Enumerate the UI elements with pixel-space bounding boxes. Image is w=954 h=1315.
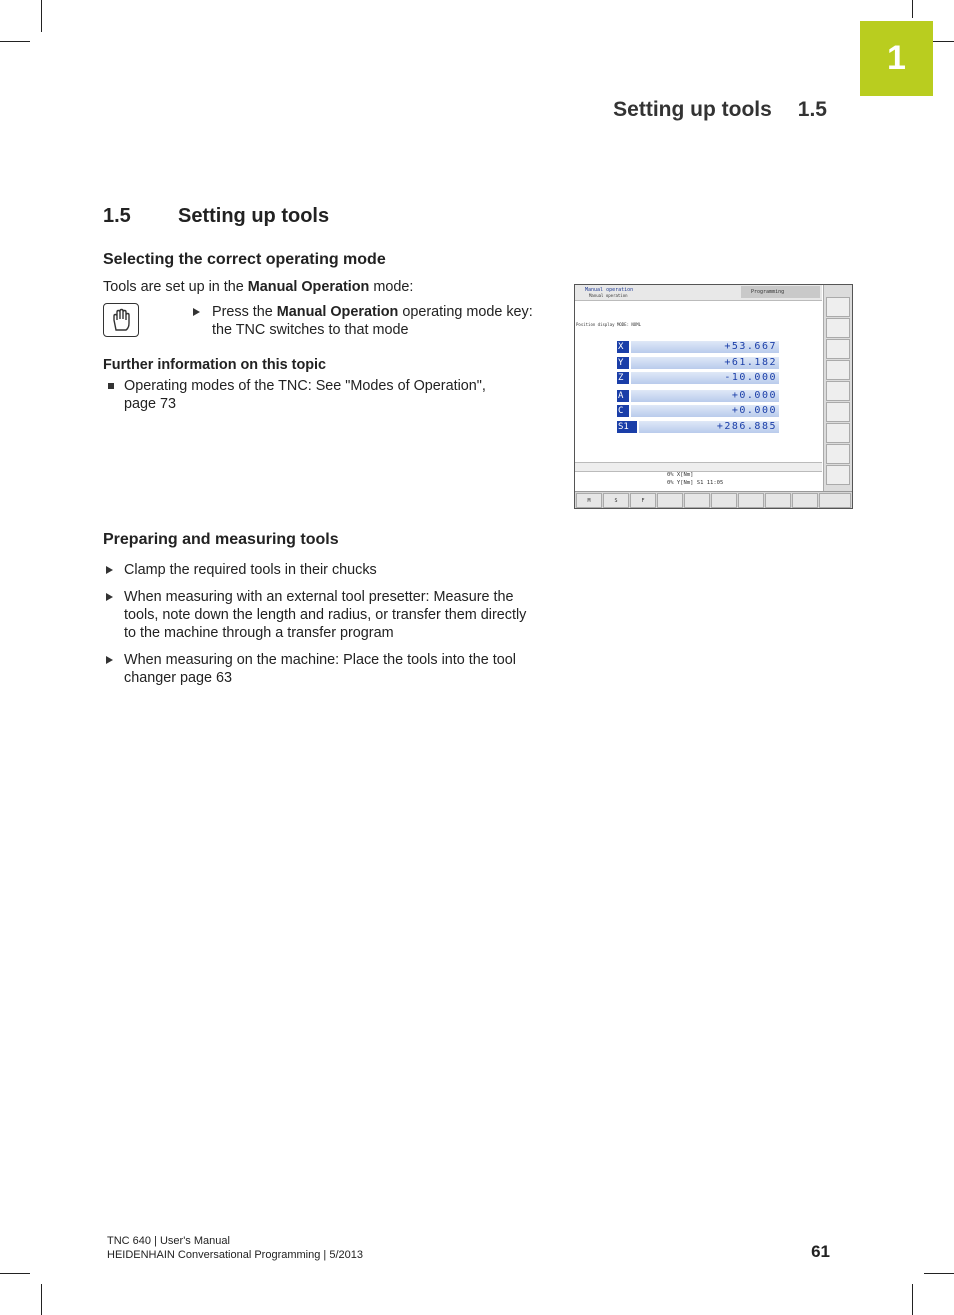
status-message-1: 0% X[Nm] xyxy=(667,472,694,478)
footer-line1: TNC 640 | User's Manual xyxy=(107,1235,230,1247)
axis-row xyxy=(617,421,779,433)
vertical-softkey-column xyxy=(823,285,852,508)
mode-active-sub: Manual operation xyxy=(589,293,628,298)
footer-line2: HEIDENHAIN Conversational Programming | 5/2013 xyxy=(107,1249,363,1261)
crop-mark xyxy=(41,0,42,32)
further-info-title: Further information on this topic xyxy=(103,357,327,373)
triangle-bullet-icon xyxy=(106,593,113,601)
page-number: 61 xyxy=(811,1242,830,1261)
softkey[interactable] xyxy=(738,493,764,508)
bullet-3-line1: When measuring on the machine: Place the tools into the tool xyxy=(124,652,516,668)
axis-label: Z xyxy=(617,372,629,384)
vertical-softkey[interactable] xyxy=(826,444,850,464)
screen-topbar xyxy=(575,285,822,301)
triangle-bullet-icon xyxy=(106,656,113,664)
vertical-softkey[interactable] xyxy=(826,423,850,443)
vertical-softkey[interactable] xyxy=(826,402,850,422)
axis-label: C xyxy=(617,405,629,417)
crop-mark xyxy=(41,1284,42,1315)
triangle-bullet-icon xyxy=(193,308,200,316)
intro-pre: Tools are set up in the xyxy=(103,279,248,295)
further-line2: page 73 xyxy=(124,396,177,412)
bullet-2-line2: tools, note down the length and radius, or transfer them directly xyxy=(124,607,527,623)
crop-mark xyxy=(912,1284,913,1315)
softkey[interactable] xyxy=(765,493,791,508)
softkey-m[interactable]: M xyxy=(576,493,602,508)
running-head-section: 1.5 xyxy=(797,98,827,121)
softkey[interactable] xyxy=(684,493,710,508)
bullet-1-text: Clamp the required tools in their chucks xyxy=(124,562,377,578)
axis-value: +0.000 xyxy=(631,390,779,402)
bullet-3-line2: changer page 63 xyxy=(124,670,233,686)
axis-row xyxy=(617,341,779,353)
square-bullet-icon xyxy=(108,383,114,389)
step-post: operating mode key: xyxy=(398,304,533,320)
axis-row xyxy=(617,372,779,384)
vertical-softkey[interactable] xyxy=(826,465,850,485)
intro-post: mode: xyxy=(369,279,414,295)
subheading-operating-mode: Selecting the correct operating mode xyxy=(103,251,386,268)
axis-value: +53.667 xyxy=(631,341,779,353)
softkey-bar xyxy=(575,491,852,509)
axis-value: +0.000 xyxy=(631,405,779,417)
step-pre: Press the xyxy=(212,304,277,320)
crop-mark xyxy=(0,1273,30,1274)
vertical-softkey[interactable] xyxy=(826,360,850,380)
bullet-2-text xyxy=(124,588,526,642)
axis-value: +61.182 xyxy=(631,357,779,369)
axis-label: Y xyxy=(617,357,629,369)
crop-mark xyxy=(924,1273,954,1274)
triangle-bullet-icon xyxy=(106,566,113,574)
axis-label: S1 xyxy=(617,421,637,433)
vertical-softkey[interactable] xyxy=(826,339,850,359)
section-title: Setting up tools xyxy=(178,205,330,227)
bullet-2-line3: to the machine through a transfer program xyxy=(124,625,394,641)
axis-value: +286.885 xyxy=(639,421,779,433)
bullet-2-line1: When measuring with an external tool presetter: Measure the xyxy=(124,589,514,605)
position-display-line: Position display MODE: NOML xyxy=(576,322,642,327)
section-heading xyxy=(103,205,329,228)
mode-active: Manual operation xyxy=(585,287,634,293)
vertical-softkey[interactable] xyxy=(826,318,850,338)
axis-label: A xyxy=(617,390,629,402)
axis-label: X xyxy=(617,341,629,353)
mode-programming: Programming xyxy=(741,286,820,298)
axis-row xyxy=(617,357,779,369)
further-line1: Operating modes of the TNC: See "Modes of Operation", xyxy=(124,378,486,394)
step-line2: the TNC switches to that mode xyxy=(212,322,409,338)
intro-bold: Manual Operation xyxy=(247,279,370,295)
bullet-3-text xyxy=(124,651,516,687)
softkey[interactable] xyxy=(711,493,737,508)
status-bar xyxy=(575,462,822,472)
crop-mark xyxy=(912,0,913,18)
softkey[interactable] xyxy=(657,493,683,508)
intro-text xyxy=(103,278,413,296)
vertical-softkey[interactable] xyxy=(826,381,850,401)
softkey[interactable] xyxy=(792,493,818,508)
vertical-softkey[interactable] xyxy=(826,297,850,317)
softkey[interactable] xyxy=(819,493,851,508)
running-head xyxy=(613,98,827,122)
crop-mark xyxy=(0,41,30,42)
softkey-f[interactable]: F xyxy=(630,493,656,508)
section-number: 1.5 xyxy=(103,205,131,227)
subheading-preparing-tools: Preparing and measuring tools xyxy=(103,531,339,548)
running-head-title: Setting up tools xyxy=(613,98,772,121)
chapter-tab: 1 xyxy=(860,21,933,96)
status-message-2: 0% Y[Nm] S1 11:05 xyxy=(667,480,724,486)
tnc-screenshot xyxy=(574,284,853,509)
softkey-s[interactable]: S xyxy=(603,493,629,508)
axis-row xyxy=(617,405,779,417)
step-bold: Manual Operation xyxy=(276,304,399,320)
further-info-text xyxy=(124,377,486,413)
hand-key-icon xyxy=(103,303,139,337)
axis-row xyxy=(617,390,779,402)
axis-value: -10.000 xyxy=(631,372,779,384)
step-text xyxy=(212,303,533,339)
